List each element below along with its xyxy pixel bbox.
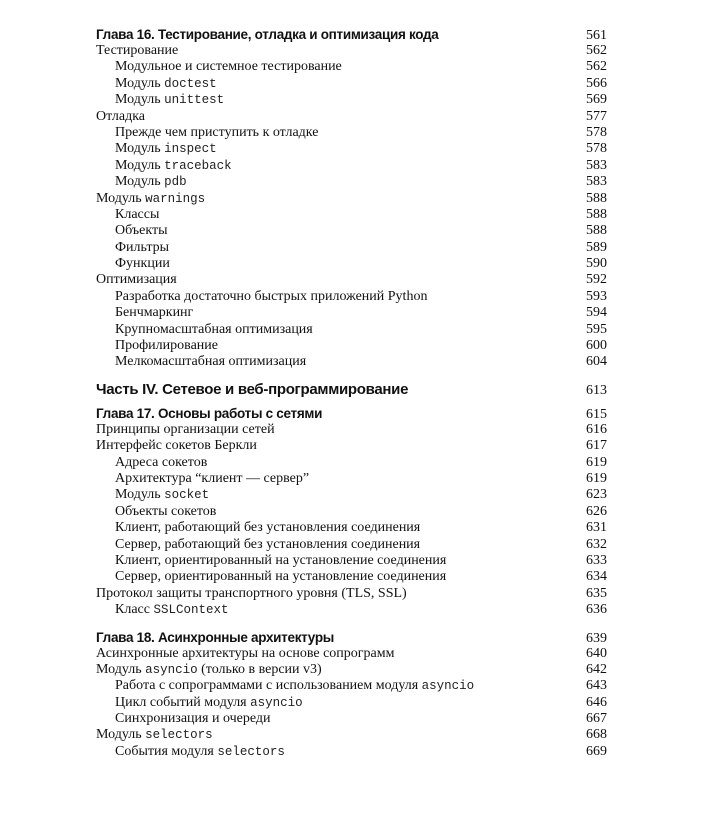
page-number: 640 <box>586 645 607 661</box>
page-number: 632 <box>586 536 607 552</box>
code-identifier: doctest <box>164 76 217 91</box>
toc-entry[interactable] <box>96 646 607 662</box>
entry-text: Модульное и системное тестирование <box>115 59 342 75</box>
page-number: 619 <box>586 454 607 470</box>
toc-entry[interactable] <box>96 174 607 190</box>
toc-entry[interactable] <box>96 158 607 174</box>
entry-text: Модуль <box>96 190 146 206</box>
code-identifier: SSLContext <box>153 603 229 618</box>
page-number: 639 <box>586 630 607 646</box>
entry-text: Отладка <box>96 108 146 124</box>
toc-entry[interactable] <box>96 727 607 743</box>
page-number: 566 <box>586 75 607 91</box>
toc-entry-title <box>96 586 407 602</box>
entry-text: Модуль <box>115 157 165 173</box>
page-number: 588 <box>586 206 607 222</box>
page-number: 646 <box>586 694 607 710</box>
page-number: 593 <box>586 288 607 304</box>
toc-entry-title <box>96 504 216 520</box>
toc-entry-title <box>96 569 446 585</box>
entry-text: События модуля <box>115 743 218 759</box>
toc-chapter-heading[interactable] <box>96 405 607 422</box>
page-number: 578 <box>586 141 607 157</box>
entry-text: Адреса сокетов <box>115 454 208 470</box>
toc-entry[interactable] <box>96 256 607 272</box>
toc-entry-title <box>96 256 170 272</box>
toc-entry-title <box>96 289 427 305</box>
toc-entry-title <box>96 223 167 239</box>
entry-text: Модуль <box>115 75 165 91</box>
page-number: 613 <box>586 382 607 398</box>
toc-entry-title <box>96 455 207 471</box>
toc-entry[interactable] <box>96 223 607 239</box>
code-identifier: asyncio <box>421 679 475 694</box>
page-number: 619 <box>586 470 607 486</box>
page-number: 583 <box>586 157 607 173</box>
entry-text: Протокол защиты транспортного уровня (TLS, SSL) <box>96 585 407 601</box>
spacer <box>96 371 607 381</box>
entry-text: Фильтры <box>115 239 170 255</box>
entry-text: Клиент, работающий без установления соединения <box>115 520 421 536</box>
toc-entry-title <box>96 711 271 727</box>
toc-entry-title <box>96 305 193 321</box>
entry-text: Профилирование <box>115 338 218 354</box>
toc-entry-title <box>96 678 474 694</box>
toc-entry[interactable] <box>96 125 607 141</box>
toc-entry-title <box>96 26 439 43</box>
toc-entry-title <box>96 405 322 422</box>
toc-entry-title <box>96 240 169 256</box>
page-number: 588 <box>586 190 607 206</box>
toc-entry-title <box>96 338 218 354</box>
toc-entry[interactable] <box>96 422 607 438</box>
toc-entry[interactable] <box>96 59 607 75</box>
entry-text: Сервер, работающий без установления соединения <box>115 536 421 552</box>
toc-entry[interactable] <box>96 586 607 602</box>
toc-entry[interactable] <box>96 289 607 305</box>
page-number: 633 <box>586 552 607 568</box>
toc-entry[interactable] <box>96 678 607 694</box>
toc-entry-title <box>96 553 446 569</box>
toc-entry-title <box>96 537 420 553</box>
page-number: 589 <box>586 239 607 255</box>
toc-entry-title <box>96 141 217 157</box>
code-identifier: inspect <box>164 142 217 157</box>
spacer <box>96 619 607 629</box>
entry-text: Объекты сокетов <box>115 503 217 519</box>
entry-text: Глава 18. Асинхронные архитектуры <box>96 629 335 645</box>
code-identifier: socket <box>164 488 210 503</box>
page-number: 583 <box>586 174 607 190</box>
page-number: 668 <box>586 727 607 743</box>
toc-entry-title <box>96 76 217 92</box>
toc-entry[interactable] <box>96 43 607 59</box>
page-number: 643 <box>586 678 607 694</box>
entry-text: Цикл событий модуля <box>115 694 251 710</box>
toc-part-heading[interactable] <box>96 381 607 399</box>
toc-entry-title <box>96 438 257 454</box>
page-number: 642 <box>586 661 607 677</box>
toc-entry[interactable] <box>96 569 607 585</box>
entry-text: Архитектура “клиент — сервер” <box>115 470 310 486</box>
entry-text: Мелкомасштабная оптимизация <box>115 354 307 370</box>
code-identifier: warnings <box>145 191 206 206</box>
page-number: 561 <box>586 28 607 43</box>
entry-text: Оптимизация <box>96 272 177 288</box>
toc-entry[interactable] <box>96 455 607 471</box>
page-number: 669 <box>586 743 607 759</box>
toc-entry[interactable] <box>96 438 607 454</box>
toc-entry[interactable] <box>96 553 607 569</box>
toc-entry-title <box>96 43 178 59</box>
code-identifier: pdb <box>164 175 187 190</box>
entry-text: Объекты <box>115 223 168 239</box>
entry-text: Модуль <box>96 661 146 677</box>
toc-entry-title <box>96 109 145 125</box>
toc-entry[interactable] <box>96 520 607 536</box>
code-identifier: selectors <box>145 728 213 743</box>
toc-entry[interactable] <box>96 471 607 487</box>
toc-entry-title <box>96 272 177 288</box>
entry-text: Модуль <box>115 92 165 108</box>
toc-entry-title <box>96 629 334 646</box>
toc-entry-title <box>96 191 205 207</box>
toc-entry-title <box>96 354 306 370</box>
page-number: 578 <box>586 124 607 140</box>
entry-text: Интерфейс сокетов Беркли <box>96 438 257 454</box>
page-number: 595 <box>586 321 607 337</box>
entry-text: Бенчмаркинг <box>115 305 194 321</box>
toc-entry[interactable] <box>96 338 607 354</box>
toc-entry[interactable] <box>96 191 607 207</box>
toc-entry-title <box>96 207 159 223</box>
page-number: 617 <box>586 438 607 454</box>
entry-text: Разработка достаточно быстрых приложений Python <box>115 288 428 304</box>
entry-text: Работа с сопрограммами с использованием модуля <box>115 678 422 694</box>
toc-entry[interactable] <box>96 354 607 370</box>
entry-text: Глава 17. Основы работы с сетями <box>96 405 323 421</box>
page-number: 604 <box>586 354 607 370</box>
code-identifier: asyncio <box>250 695 303 710</box>
entry-text: Сервер, ориентированный на установление соединения <box>115 569 447 585</box>
page-number: 562 <box>586 43 607 58</box>
page-number: 592 <box>586 272 607 288</box>
entry-text: Крупномасштабная оптимизация <box>115 321 313 337</box>
entry-text: Тестирование <box>96 43 179 58</box>
entry-text: Синхронизация и очереди <box>115 711 271 727</box>
toc-entry[interactable] <box>96 662 607 678</box>
code-identifier: traceback <box>164 158 232 173</box>
page-number: 569 <box>586 92 607 108</box>
toc-entry[interactable] <box>96 109 607 125</box>
toc-entry-title <box>96 59 342 75</box>
code-identifier: unittest <box>164 93 225 108</box>
toc-entry-title <box>96 125 318 141</box>
page-number: 562 <box>586 59 607 75</box>
entry-text: Прежде чем приступить к отладке <box>115 124 319 140</box>
entry-text: Модуль <box>115 487 165 503</box>
page-number: 616 <box>586 421 607 437</box>
toc-entry[interactable] <box>96 76 607 92</box>
toc-entry[interactable] <box>96 141 607 157</box>
entry-text: Классы <box>115 206 160 222</box>
toc-entry[interactable] <box>96 602 607 618</box>
toc-entry-title <box>96 744 285 760</box>
toc-entry[interactable] <box>96 504 607 520</box>
toc-entry[interactable] <box>96 744 607 760</box>
page-number: 600 <box>586 338 607 354</box>
toc-entry[interactable] <box>96 305 607 321</box>
toc-entry-title <box>96 471 309 487</box>
toc-entry-title <box>96 422 275 438</box>
entry-text: Функции <box>115 256 170 272</box>
page-number: 667 <box>586 711 607 727</box>
page-number: 635 <box>586 585 607 601</box>
page-number: 615 <box>586 406 607 422</box>
entry-text: Модуль <box>115 141 165 157</box>
toc-entry-title <box>96 662 322 678</box>
toc-chapter-heading[interactable] <box>96 26 607 43</box>
entry-suffix: (только в версии v3) <box>197 661 322 677</box>
entry-text: Часть IV. Сетевое и веб-программирование <box>96 380 409 398</box>
toc-entry[interactable] <box>96 272 607 288</box>
toc-entry-title <box>96 381 408 399</box>
toc-entry-title <box>96 695 303 711</box>
table-of-contents <box>96 26 607 760</box>
entry-text: Глава 16. Тестирование, отладка и оптимизация кода <box>96 27 439 42</box>
entry-text: Принципы организации сетей <box>96 421 275 437</box>
entry-text: Модуль <box>96 727 146 743</box>
toc-entry-title <box>96 158 232 174</box>
code-identifier: asyncio <box>145 662 198 677</box>
page-number: 631 <box>586 520 607 536</box>
toc-entry[interactable] <box>96 695 607 711</box>
toc-entry-title <box>96 92 224 108</box>
toc-entry[interactable] <box>96 207 607 223</box>
toc-entry[interactable] <box>96 322 607 338</box>
toc-chapter-heading[interactable] <box>96 629 607 646</box>
page-number: 588 <box>586 223 607 239</box>
entry-text: Модуль <box>115 174 165 190</box>
entry-text: Асинхронные архитектуры на основе сопрограмм <box>96 645 395 661</box>
toc-entry[interactable] <box>96 537 607 553</box>
page-number: 636 <box>586 602 607 618</box>
code-identifier: selectors <box>217 744 285 759</box>
entry-text: Клиент, ориентированный на установление соединения <box>115 552 447 568</box>
toc-entry-title <box>96 174 187 190</box>
toc-entry[interactable] <box>96 711 607 727</box>
toc-entry[interactable] <box>96 487 607 503</box>
page-number: 626 <box>586 503 607 519</box>
toc-entry-title <box>96 646 394 662</box>
page-number: 634 <box>586 569 607 585</box>
page-number: 594 <box>586 305 607 321</box>
toc-entry-title <box>96 520 420 536</box>
page-number: 623 <box>586 487 607 503</box>
toc-entry[interactable] <box>96 92 607 108</box>
toc-entry[interactable] <box>96 240 607 256</box>
page-number: 590 <box>586 256 607 272</box>
toc-entry-title <box>96 487 209 503</box>
page-number: 577 <box>586 108 607 124</box>
toc-entry-title <box>96 727 213 743</box>
toc-entry-title <box>96 322 313 338</box>
toc-entry-title <box>96 602 228 618</box>
entry-text: Класс <box>115 602 154 618</box>
